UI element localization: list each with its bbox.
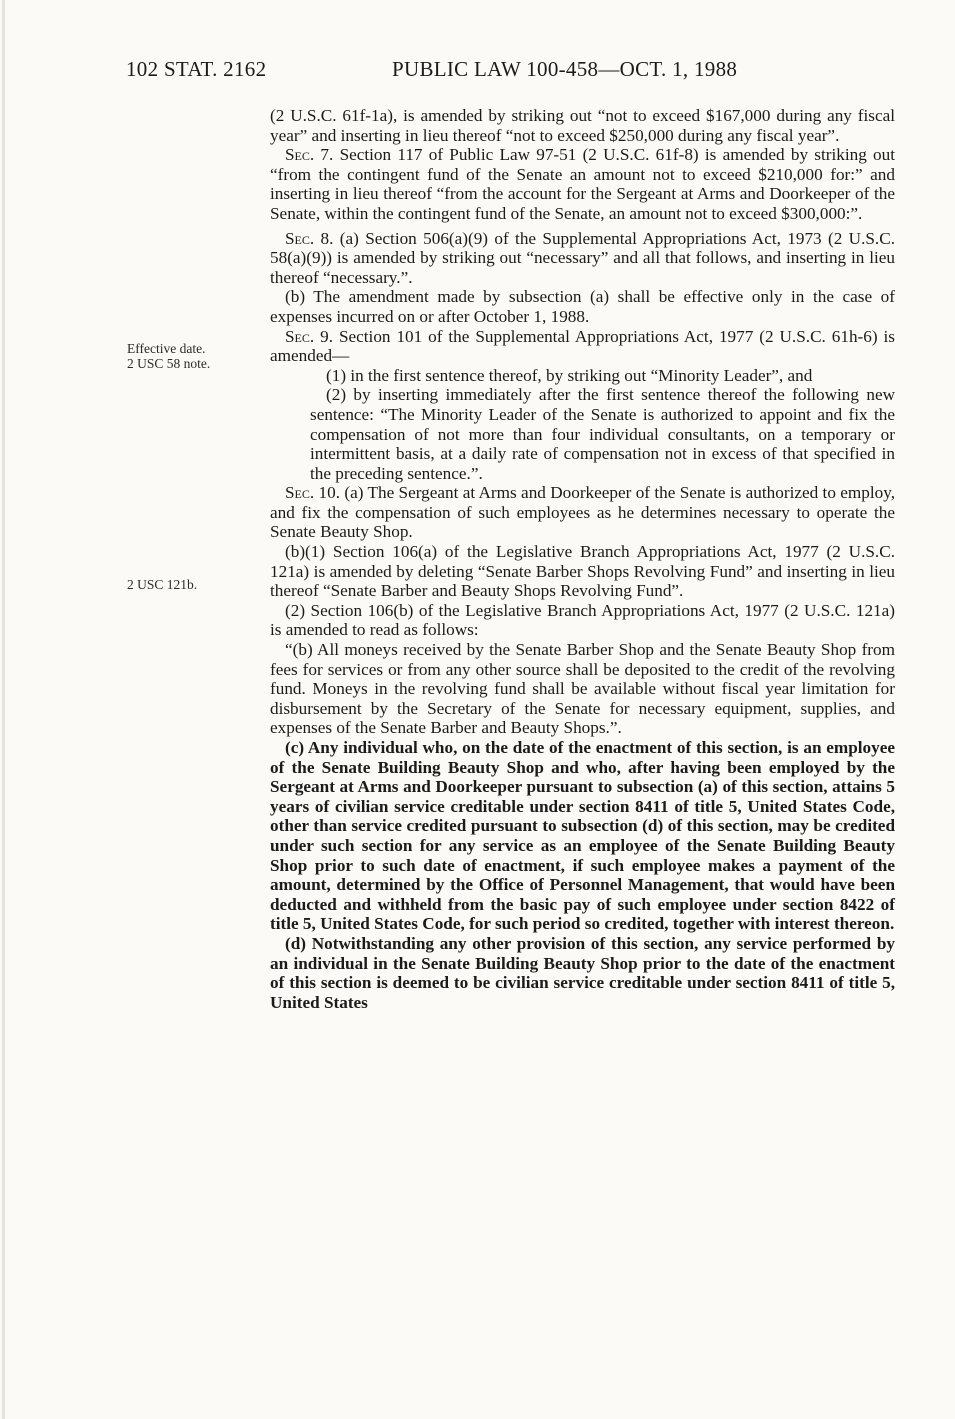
- paragraph-sec-10b1: (b)(1) Section 106(a) of the Legislative Branch Appropriations Act, 1977 (2 U.S.C. 121a) is amended by deleting “Senate Barber Shops Revolving Fund” and inserting in lieu thereof “Senate Barber and Beauty Shops Revolving Fund”.: [270, 542, 895, 601]
- margin-note-usc-121b: [127, 577, 197, 592]
- page-edge-shadow: [2, 0, 5, 1419]
- margin-note-line: 2 USC 121b.: [127, 577, 198, 592]
- section-text: Section 101 of the Supplemental Appropriations Act, 1977 (2 U.S.C. 61h-6) is amended—: [270, 326, 895, 366]
- paragraph-continuation: (2 U.S.C. 61f-1a), is amended by striking out “not to exceed $167,000 during any fiscal year” and inserting in lieu thereof “not to exceed $250,000 during any fiscal year”.: [270, 106, 895, 145]
- paragraph-sec-10c: (c) Any individual who, on the date of the enactment of this section, is an employee of the Senate Building Beauty Shop and who, after having been employed by the Sergeant at Arms and Doorkeeper pursuant to subsection (a) of this section, attains 5 years of civilian service creditable under section 8411 of title 5, United States Code, other than service credited pursuant to subsection (d) of this section, may be credited under such section for any service as an employee of the Senate Building Beauty Shop prior to such date of enactment, if such employee makes a payment of the amount, determined by the Office of Personnel Management, that would have been deducted and withheld from the basic pay of such employee under section 8422 of title 5, United States Code, for such period so credited, together with interest thereon.: [270, 738, 895, 934]
- paragraph-sec-8a: [270, 229, 895, 288]
- margin-note-effective-date: [127, 341, 210, 371]
- paragraph-sec-9-item-1: (1) in the first sentence thereof, by striking out “Minority Leader”, and: [326, 365, 813, 385]
- page-header: [126, 57, 876, 83]
- paragraph-sec-10d: (d) Notwithstanding any other provision of this section, any service performed by an individual in the Senate Building Beauty Shop prior to the date of the enactment of this section is deemed to be civilian service creditable under section 8411 of title 5, United States: [270, 933, 895, 1012]
- paragraph-quoted-subsection-b: “(b) All moneys received by the Senate Barber Shop and the Senate Beauty Shop from fees for services or from any other source shall be deposited to the credit of the revolving fund. Moneys in the revolving fund shall be available without fiscal year limitation for disbursement by the Secretary of the Senate for necessary equipment, supplies, and expenses of the Senate Barber and Beauty Shops.”.: [270, 640, 895, 738]
- section-label: Sec. 8.: [285, 228, 334, 248]
- margin-note-line: Effective date.: [127, 341, 206, 356]
- margin-note-line: 2 USC 58 note.: [127, 356, 211, 371]
- section-label: Sec. 10.: [285, 483, 341, 503]
- section-text: (a) Section 506(a)(9) of the Supplemental Appropriations Act, 1973 (2 U.S.C. 58(a)(9)) is amended by striking out “necessary” and all that follows, and inserting in lieu thereof “necessary.”.: [270, 228, 895, 287]
- section-text: Section 117 of Public Law 97-51 (2 U.S.C. 61f-8) is amended by striking out “from the contingent fund of the Senate an amount not to exceed $210,000 for:” and inserting in lieu thereof “from the account for the Sergeant at Arms and Doorkeeper of the Senate, within the contingent fund of the Senate, an amount not to exceed $300,000:”.: [270, 145, 895, 223]
- paragraph-sec-9: [270, 327, 895, 366]
- paragraph-sec-8b: (b) The amendment made by subsection (a) shall be effective only in the case of expenses incurred on or after October 1, 1988.: [270, 287, 895, 326]
- section-label: Sec. 7.: [285, 145, 334, 165]
- paragraph-sec-10b2: (2) Section 106(b) of the Legislative Branch Appropriations Act, 1977 (2 U.S.C. 121a) is amended to read as follows:: [270, 600, 895, 640]
- section-label: Sec. 9.: [285, 326, 334, 346]
- stat-page-number: 102 STAT. 2162: [126, 57, 267, 81]
- paragraph-sec-10a: [270, 483, 895, 542]
- public-law-citation: PUBLIC LAW 100-458—OCT. 1, 1988: [392, 57, 738, 81]
- section-text: (a) The Sergeant at Arms and Doorkeeper of the Senate is authorized to employ, and fix the compensation of such employees as he determines necessary to operate the Senate Beauty Shop.: [270, 483, 895, 542]
- paragraph-sec-9-item-2: (2) by inserting immediately after the first sentence thereof the following new sentence: “The Minority Leader of the Senate is authorized to appoint and fix the compensation of not more than four individual consultants, on a temporary or intermittent basis, at a daily rate of compensation not in excess of that specified in the preceding sentence.”.: [310, 385, 895, 483]
- law-text-body: [270, 106, 895, 1012]
- paragraph-sec-7: [270, 145, 895, 223]
